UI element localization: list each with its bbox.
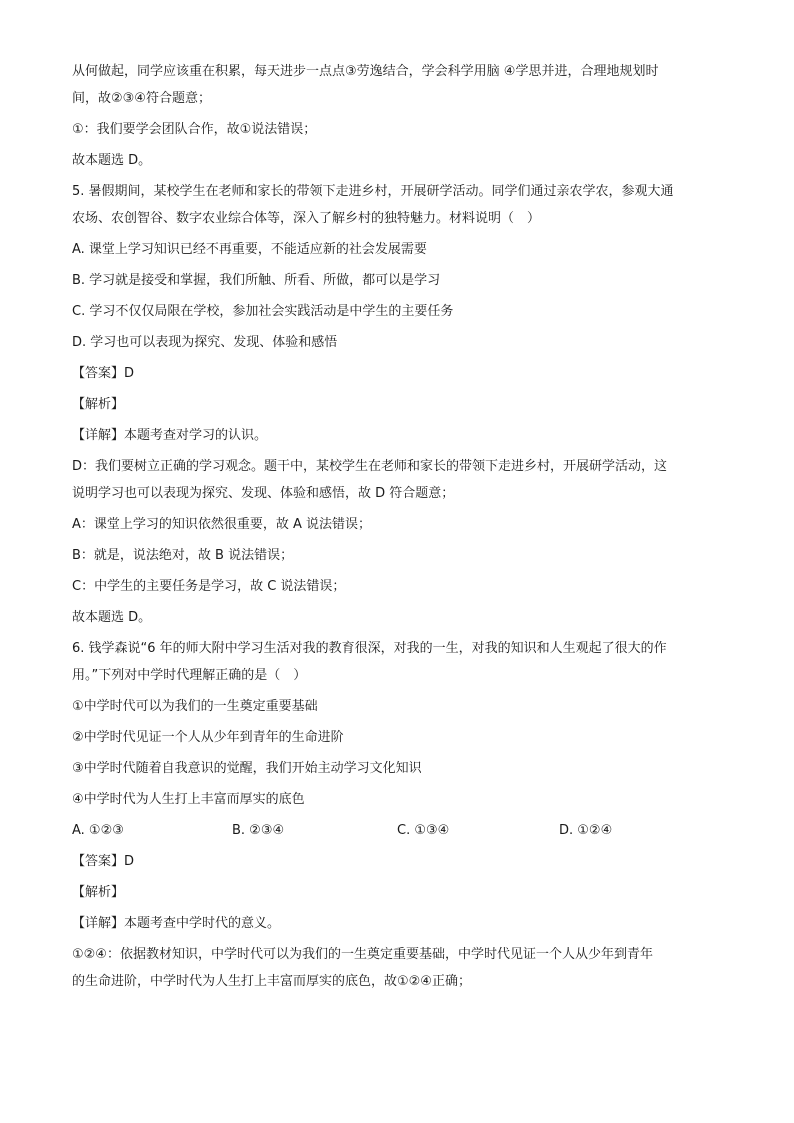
- analysis-label: 【解析】: [72, 397, 125, 412]
- option-d: D. ①②④: [559, 823, 613, 838]
- question-6-stem-cont: 用。”下列对中学时代理解正确的是（ ）: [72, 668, 307, 683]
- text-line: B：就是，说法绝对，故 B 说法错误；: [72, 548, 294, 563]
- answer-label: 【答案】D: [72, 366, 135, 381]
- option-d: D. 学习也可以表现为探究、发现、体验和感悟: [72, 335, 338, 350]
- question-5-stem-cont: 农场、农创智谷、数字农业综合体等，深入了解乡村的独特魅力。材料说明（ ）: [72, 211, 541, 226]
- text-line: D：我们要树立正确的学习观念。题干中，某校学生在老师和家长的带领下走进乡村，开展研学活动，这: [72, 459, 668, 474]
- question-6-stem: 6. 钱学森说“6 年的师大附中学习生活对我的教育很深，对我的一生，对我的知识和人生观起了很大的作: [72, 641, 667, 656]
- answer-label: 【答案】D: [72, 854, 135, 869]
- text-line: 说明学习也可以表现为探究、发现、体验和感悟，故 D 符合题意；: [72, 486, 455, 501]
- text-line: ①②④：依据教材知识，中学时代可以为我们的一生奠定重要基础，中学时代见证一个人从少年到青年: [72, 947, 653, 962]
- text-line: 间，故②③④符合题意；: [72, 91, 211, 106]
- text-line: 的生命进阶，中学时代为人生打上丰富而厚实的底色，故①②④正确；: [72, 974, 471, 989]
- detail-line: 【详解】本题考查对学习的认识。: [72, 428, 268, 443]
- document-page: [72, 62, 722, 1003]
- option-a: A. ①②③: [72, 823, 124, 838]
- option-c: C. ①③④: [397, 823, 450, 838]
- option-a: A. 课堂上学习知识已经不再重要，不能适应新的社会发展需要: [72, 242, 427, 257]
- statement-2: ②中学时代见证一个人从少年到青年的生命进阶: [72, 730, 344, 745]
- question-5-stem: 5. 暑假期间，某校学生在老师和家长的带领下走进乡村，开展研学活动。同学们通过亲农学农，参观大通: [72, 184, 674, 199]
- text-line: 从何做起，同学应该重在积累，每天进步一点点③劳逸结合，学会科学用脑 ④学思并进，合理地规划时: [72, 64, 659, 79]
- statement-3: ③中学时代随着自我意识的觉醒，我们开始主动学习文化知识: [72, 761, 422, 776]
- option-b: B. ②③④: [232, 823, 285, 838]
- text-line: ①：我们要学会团队合作，故①说法错误；: [72, 122, 317, 137]
- analysis-label: 【解析】: [72, 885, 125, 900]
- detail-line: 【详解】本题考查中学时代的意义。: [72, 916, 281, 931]
- option-c: C. 学习不仅仅局限在学校，参加社会实践活动是中学生的主要任务: [72, 304, 454, 319]
- text-line: A：课堂上学习的知识依然很重要，故 A 说法错误；: [72, 517, 372, 532]
- option-b: B. 学习就是接受和掌握，我们所触、所看、所做，都可以是学习: [72, 273, 441, 288]
- text-line: 故本题选 D。: [72, 610, 152, 625]
- statement-4: ④中学时代为人生打上丰富而厚实的底色: [72, 792, 305, 807]
- statement-1: ①中学时代可以为我们的一生奠定重要基础: [72, 699, 318, 714]
- text-line: C：中学生的主要任务是学习，故 C 说法错误；: [72, 579, 346, 594]
- text-line: 故本题选 D。: [72, 153, 152, 168]
- question-6-options: [72, 821, 722, 841]
